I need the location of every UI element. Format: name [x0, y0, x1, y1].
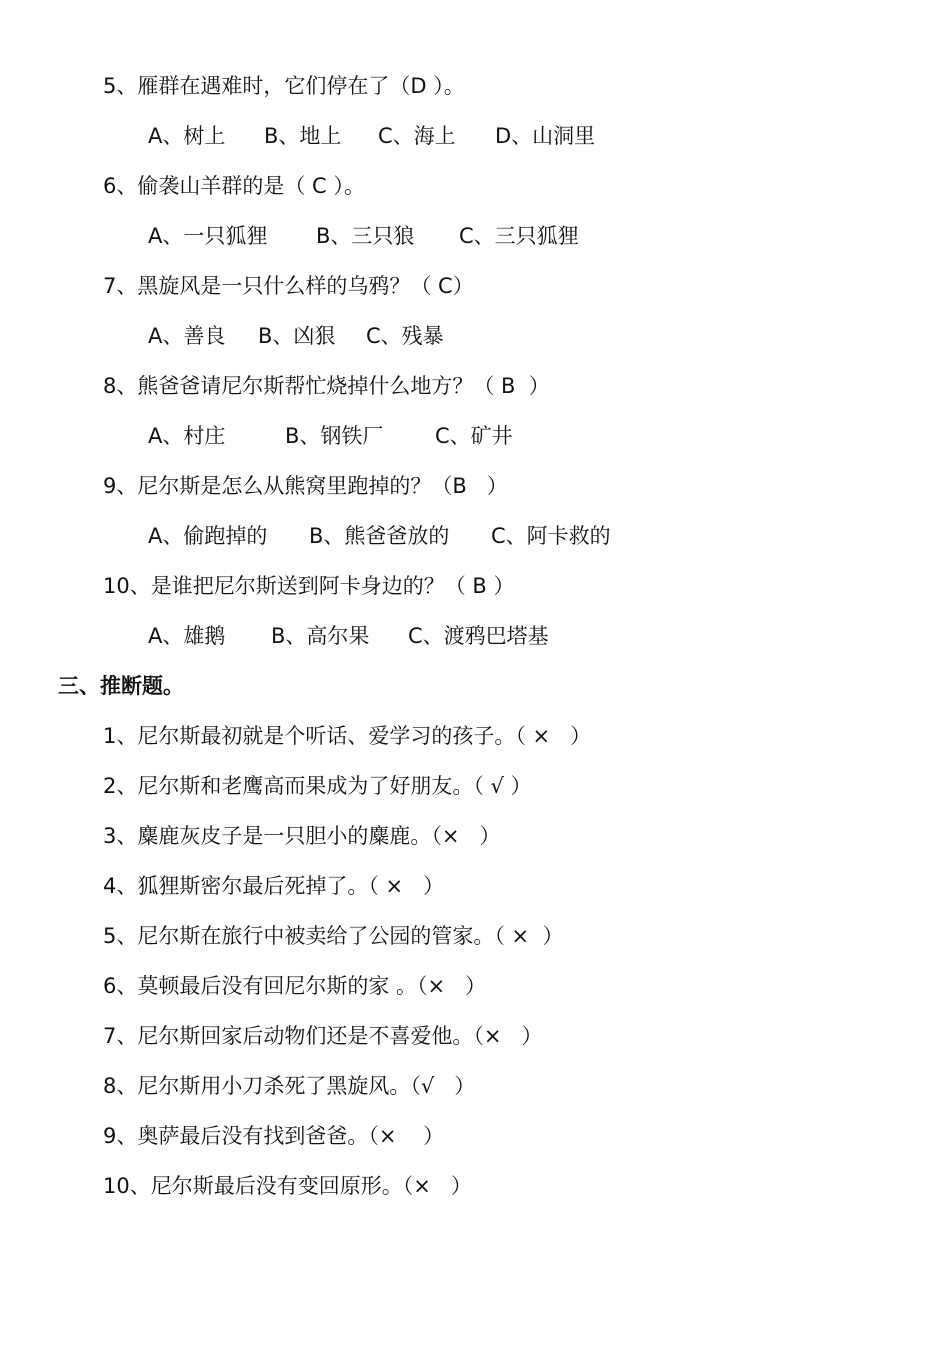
option-c: C、矿井 [435, 424, 513, 448]
question-7: 7、黑旋风是一只什么样的乌鸦？（ C） [103, 274, 474, 298]
question-5: 5、雁群在遇难时，它们停在了（D ）。 [103, 74, 465, 98]
option-c: C、海上 [378, 124, 456, 148]
judgement-item-8: 8、尼尔斯用小刀杀死了黑旋风。（√ ） [103, 1074, 476, 1098]
question-8: 8、熊爸爸请尼尔斯帮忙烧掉什么地方？（ B ） [103, 374, 550, 398]
question-10-options [148, 611, 549, 661]
question-6: 6、偷袭山羊群的是（ C ）。 [103, 174, 365, 198]
judgement-item-2: 2、尼尔斯和老鹰高而果成为了好朋友。（ √ ） [103, 774, 532, 798]
option-a: A、树上 [148, 124, 226, 148]
question-9-options [148, 511, 611, 561]
judgement-item-6: 6、莫顿最后没有回尼尔斯的家 。（× ） [103, 974, 487, 998]
judgement-item-7: 7、尼尔斯回家后动物们还是不喜爱他。（× ） [103, 1024, 543, 1048]
option-b: B、凶狠 [258, 324, 336, 348]
option-b: B、高尔果 [271, 624, 370, 648]
question-8-options [148, 411, 513, 461]
option-c: C、渡鸦巴塔基 [408, 624, 549, 648]
question-10: 10、是谁把尼尔斯送到阿卡身边的？（ B ） [103, 574, 515, 598]
judgement-item-4: 4、狐狸斯密尔最后死掉了。（ × ） [103, 874, 445, 898]
option-b: B、熊爸爸放的 [309, 524, 450, 548]
option-b: B、地上 [264, 124, 342, 148]
option-b: B、三只狼 [316, 224, 415, 248]
option-b: B、钢铁厂 [285, 424, 384, 448]
question-6-options [148, 211, 579, 261]
option-a: A、村庄 [148, 424, 226, 448]
option-c: C、三只狐狸 [459, 224, 579, 248]
option-a: A、偷跑掉的 [148, 524, 268, 548]
question-5-options [148, 111, 595, 161]
judgement-item-1: 1、尼尔斯最初就是个听话、爱学习的孩子。（ × ） [103, 724, 592, 748]
judgement-item-3: 3、麋鹿灰皮子是一只胆小的麋鹿。（× ） [103, 824, 501, 848]
option-a: A、善良 [148, 324, 226, 348]
section-heading: 三、推断题。 [58, 674, 184, 698]
option-c: C、残暴 [366, 324, 444, 348]
option-a: A、一只狐狸 [148, 224, 268, 248]
option-a: A、雄鹅 [148, 624, 226, 648]
judgement-item-10: 10、尼尔斯最后没有变回原形。（× ） [103, 1174, 472, 1198]
question-9: 9、尼尔斯是怎么从熊窝里跑掉的？（B ） [103, 474, 508, 498]
question-7-options [148, 311, 444, 361]
judgement-item-9: 9、奥萨最后没有找到爸爸。（× ） [103, 1124, 445, 1148]
judgement-item-5: 5、尼尔斯在旅行中被卖给了公园的管家。（ × ） [103, 924, 564, 948]
option-c: C、阿卡救的 [491, 524, 611, 548]
option-d: D、山洞里 [495, 124, 596, 148]
